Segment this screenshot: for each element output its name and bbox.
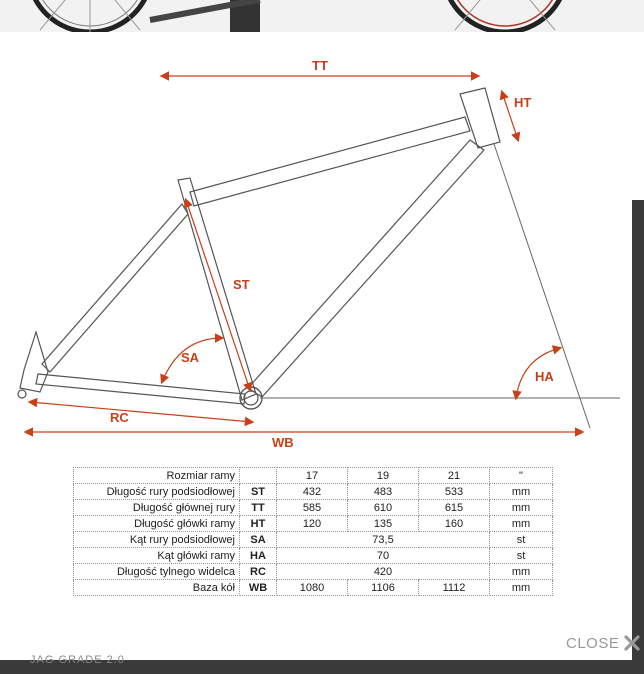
table-cell-label: Długość rury podsiodłowej: [74, 484, 240, 500]
table-cell-abbr: HA: [240, 548, 277, 564]
bike-frame: [18, 88, 500, 409]
table-cell-value: 432: [277, 484, 348, 500]
close-label: CLOSE: [566, 634, 620, 652]
table-cell-value: 135: [348, 516, 419, 532]
table-cell-value: 1112: [419, 580, 490, 596]
table-cell-value: 160: [419, 516, 490, 532]
table-cell-label: Długość główki ramy: [74, 516, 240, 532]
table-cell-abbr: ST: [240, 484, 277, 500]
table-cell-value: 120: [277, 516, 348, 532]
modal-edge: [632, 32, 644, 200]
table-cell-abbr: TT: [240, 500, 277, 516]
st-label: ST: [233, 277, 250, 292]
table-row: [74, 564, 553, 580]
table-header-size: 21: [419, 468, 490, 484]
table-header-unit: ": [490, 468, 553, 484]
table-cell-value: 483: [348, 484, 419, 500]
background-bike-photo: [0, 0, 644, 32]
table-cell-value: 420: [277, 564, 490, 580]
table-cell-label: Długość tylnego widelca: [74, 564, 240, 580]
sa-label: SA: [181, 350, 200, 365]
table-cell-value: 533: [419, 484, 490, 500]
table-header-size: 19: [348, 468, 419, 484]
table-cell-label: Kąt rury podsiodłowej: [74, 532, 240, 548]
table-row: [74, 516, 553, 532]
page-backdrop: [632, 200, 644, 674]
geometry-table: [73, 467, 553, 596]
table-cell-unit: st: [490, 532, 553, 548]
table-header-size: 17: [277, 468, 348, 484]
table-cell-value: 70: [277, 548, 490, 564]
table-cell-value: 1080: [277, 580, 348, 596]
table-row: [74, 580, 553, 596]
table-row: [74, 500, 553, 516]
background-product-title: JAG GRADE 2.0: [30, 654, 125, 666]
table-cell-value: 1106: [348, 580, 419, 596]
table-cell-abbr: SA: [240, 532, 277, 548]
table-cell-unit: mm: [490, 580, 553, 596]
rc-dimension-arrow: [30, 402, 252, 422]
table-cell-value: 610: [348, 500, 419, 516]
table-cell-label: Kąt główki ramy: [74, 548, 240, 564]
table-cell-label: Długość głównej rury: [74, 500, 240, 516]
table-header-row: [74, 468, 553, 484]
tt-label: TT: [312, 58, 328, 73]
close-button[interactable]: [566, 634, 641, 652]
rc-label: RC: [110, 410, 129, 425]
table-cell-value: 73,5: [277, 532, 490, 548]
table-row: [74, 548, 553, 564]
table-cell-unit: mm: [490, 564, 553, 580]
table-cell-abbr: HT: [240, 516, 277, 532]
table-cell-unit: mm: [490, 516, 553, 532]
ha-label: HA: [535, 369, 554, 384]
close-icon[interactable]: [623, 634, 641, 652]
table-header-abbr: [240, 468, 277, 484]
frame-geometry-diagram: [0, 32, 632, 462]
table-cell-unit: mm: [490, 500, 553, 516]
table-cell-value: 615: [419, 500, 490, 516]
table-cell-unit: st: [490, 548, 553, 564]
steering-axis-line: [494, 144, 590, 428]
table-cell-label: Baza kół: [74, 580, 240, 596]
table-row: [74, 532, 553, 548]
table-cell-abbr: WB: [240, 580, 277, 596]
table-header-label: Rozmiar ramy: [74, 468, 240, 484]
ht-label: HT: [514, 95, 532, 110]
table-cell-unit: mm: [490, 484, 553, 500]
table-row: [74, 484, 553, 500]
table-cell-value: 585: [277, 500, 348, 516]
wb-label: WB: [272, 435, 294, 450]
table-cell-abbr: RC: [240, 564, 277, 580]
